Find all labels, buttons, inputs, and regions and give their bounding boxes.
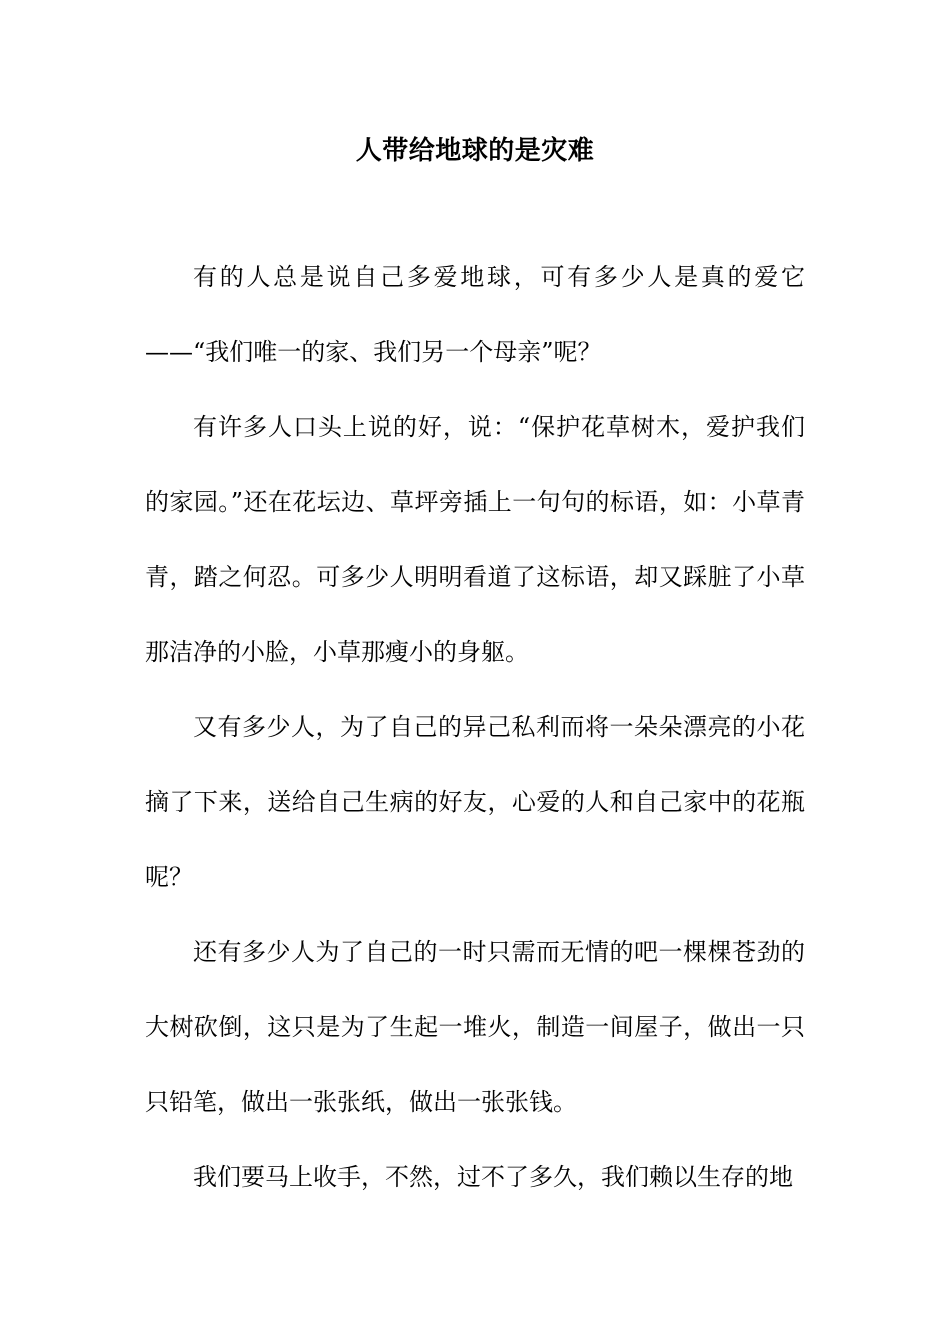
paragraph-3: 又有多少人，为了自己的异己私利而将一朵朵漂亮的小花摘了下来，送给自己生病的好友，心爱的人和自己家中的花瓶呢？ bbox=[145, 713, 805, 891]
document-body bbox=[145, 240, 805, 1215]
paragraph-5: 我们要马上收手，不然，过不了多久，我们赖以生存的地 bbox=[193, 1163, 793, 1191]
document-title: 人带给地球的是灾难 bbox=[355, 136, 595, 166]
paragraph-1: 有的人总是说自己多爱地球，可有多少人是真的爱它——“我们唯一的家、我们另一个母亲”呢？ bbox=[145, 263, 805, 366]
paragraph-2: 有许多人口头上说的好，说：“保护花草树木，爱护我们的家园。”还在花坛边、草坪旁插上一句句的标语，如：小草青青，踏之何忍。可多少人明明看道了这标语，却又踩脏了小草那洁净的小脸，小草那瘦小的身躯。 bbox=[145, 413, 805, 666]
paragraph-4: 还有多少人为了自己的一时只需而无情的吧一棵棵苍劲的大树砍倒，这只是为了生起一堆火，制造一间屋子，做出一只只铅笔，做出一张张纸，做出一张张钱。 bbox=[145, 938, 805, 1116]
